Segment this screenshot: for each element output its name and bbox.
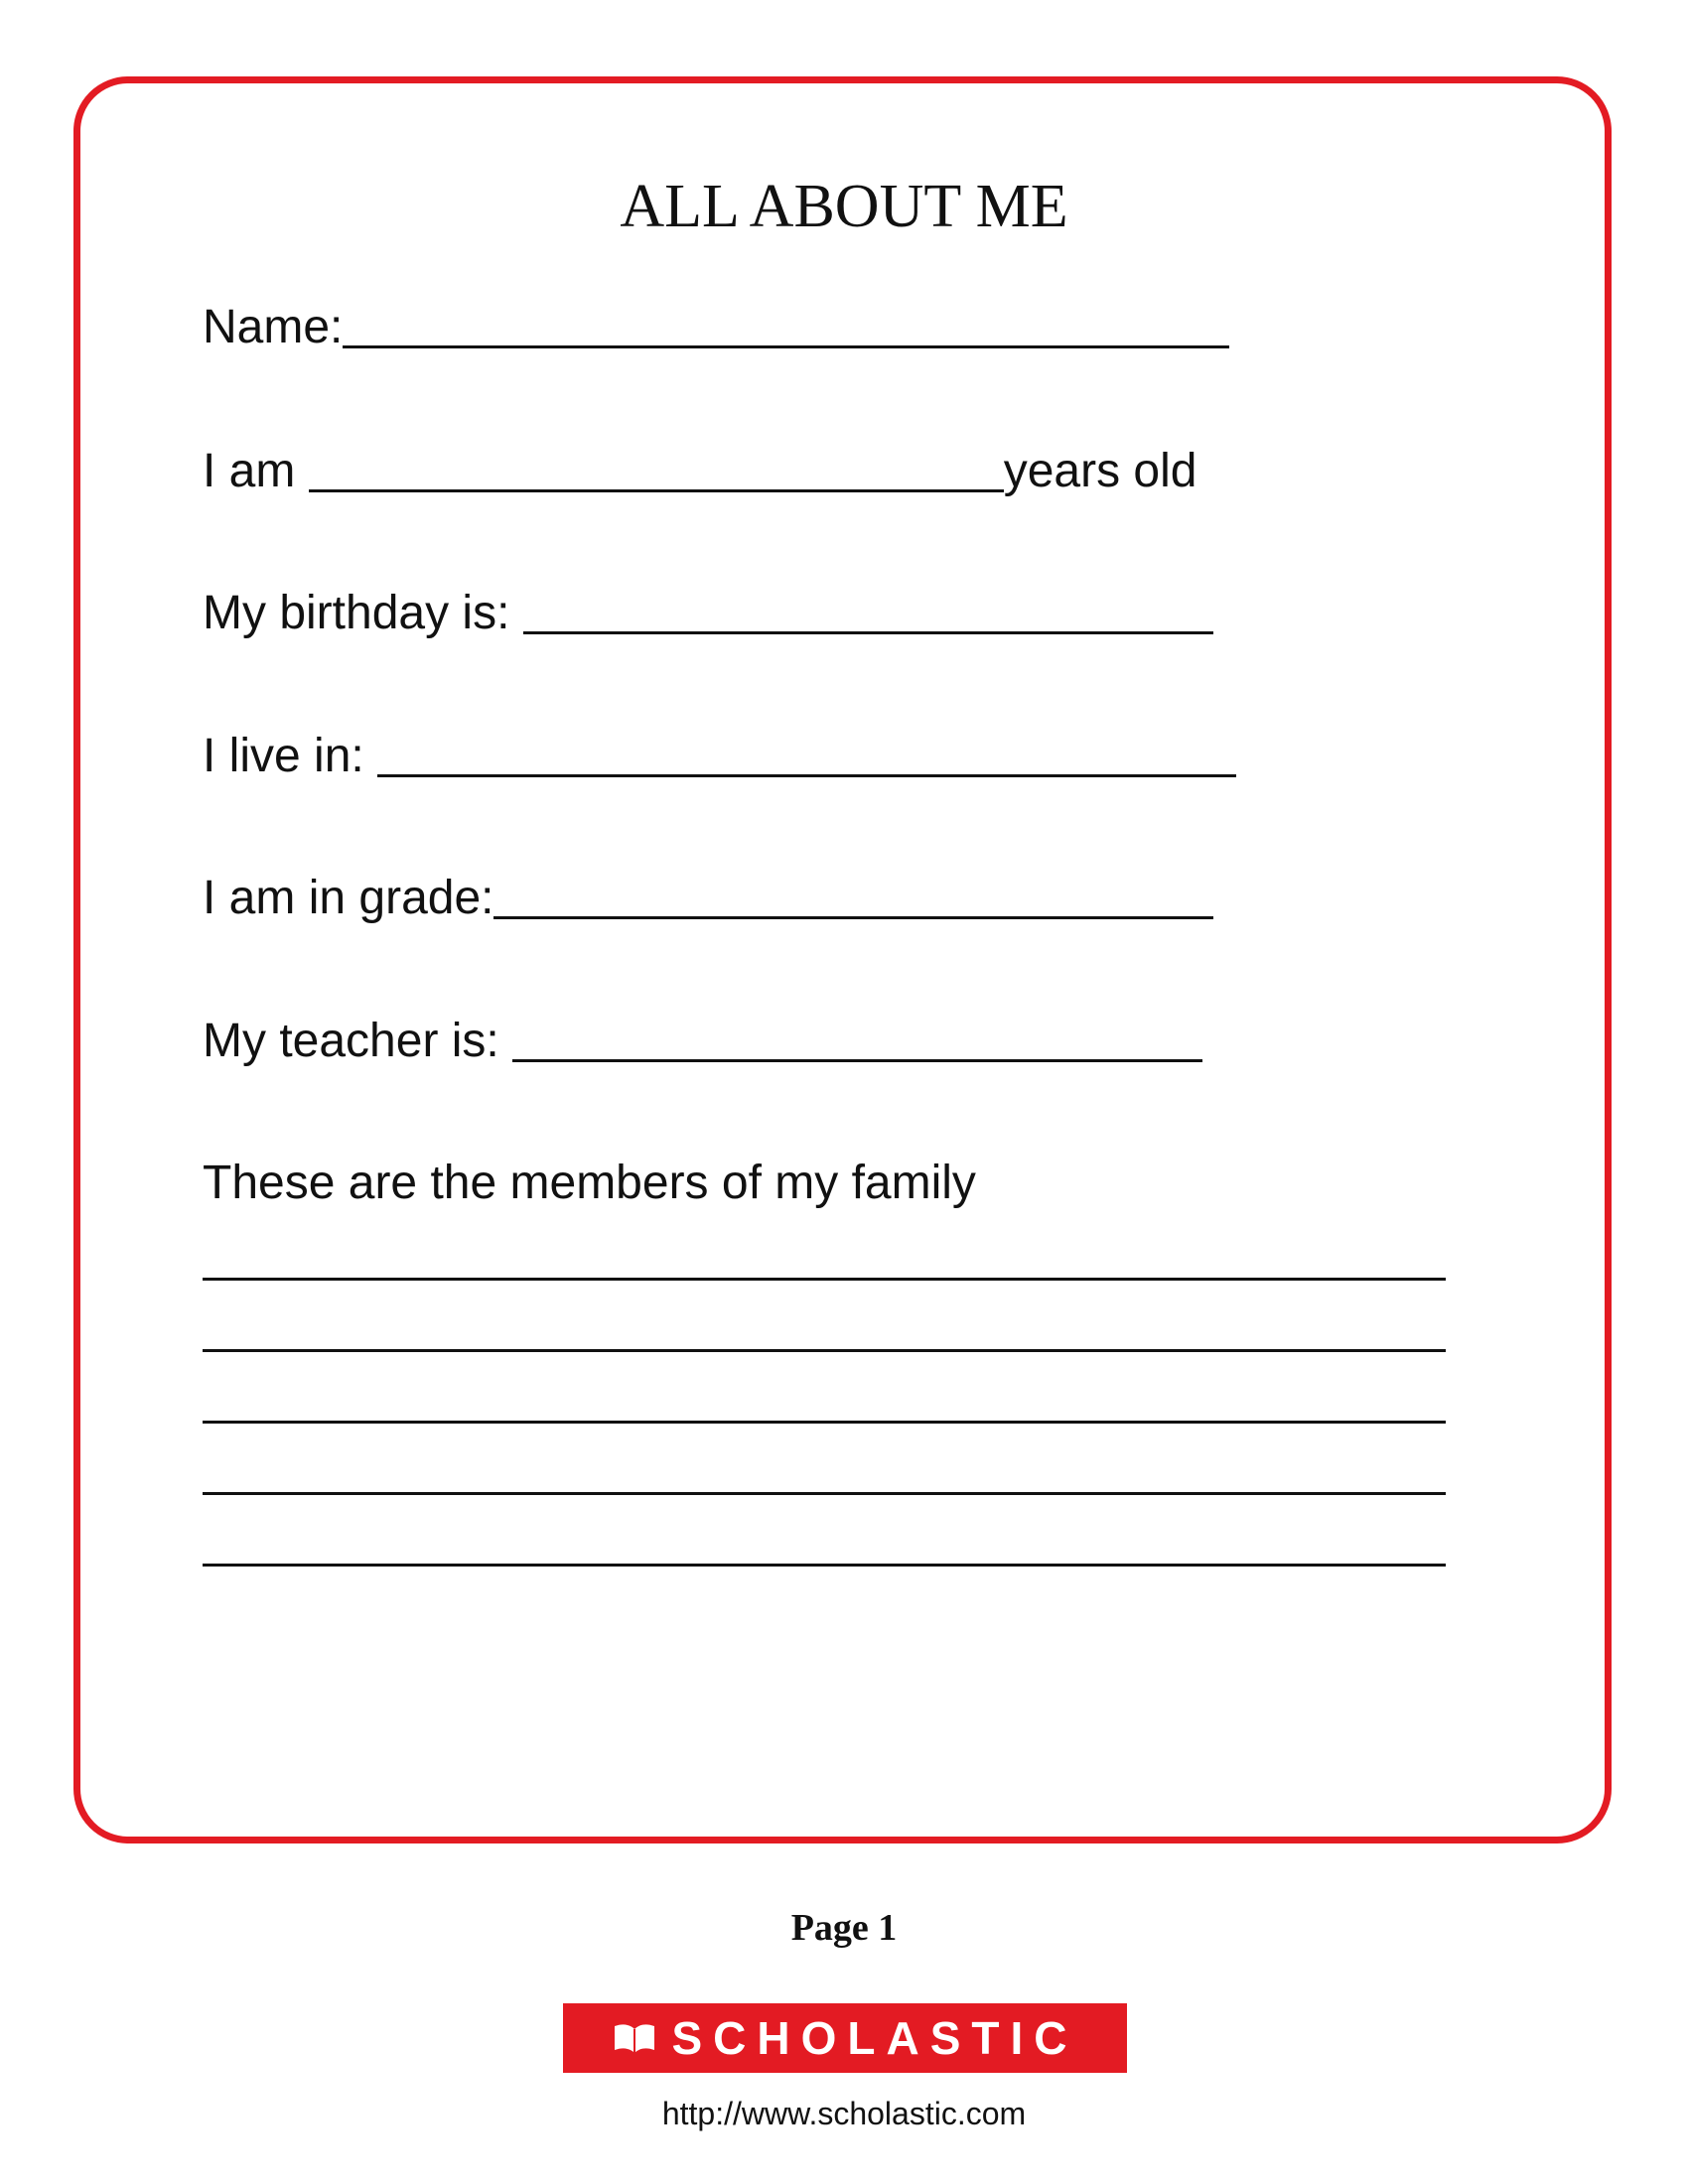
family-blank-line[interactable] [203, 1349, 1446, 1352]
worksheet-title: ALL ABOUT ME [620, 173, 1068, 240]
footer-url[interactable]: http://www.scholastic.com [661, 2096, 1027, 2131]
scholastic-logo [563, 2003, 1127, 2073]
page-number: Page 1 [790, 1907, 898, 1949]
teacher-blank[interactable] [512, 1016, 1202, 1062]
open-book-icon [613, 2020, 656, 2056]
grade-line [203, 871, 1213, 926]
age-blank[interactable] [309, 446, 1004, 492]
name-line [203, 300, 1229, 355]
live-in-line [203, 729, 1236, 784]
family-blank-line[interactable] [203, 1564, 1446, 1567]
family-blank-line[interactable] [203, 1278, 1446, 1281]
name-label: Name: [203, 301, 344, 353]
name-blank[interactable] [343, 302, 1229, 348]
age-line [203, 444, 1196, 499]
logo-text: SCHOLASTIC [671, 2012, 1078, 2064]
teacher-line [203, 1014, 1202, 1069]
birthday-line [203, 586, 1213, 641]
birthday-blank[interactable] [523, 588, 1213, 634]
age-suffix-label: years old [1003, 445, 1197, 497]
birthday-label: My birthday is: [203, 587, 523, 639]
grade-label: I am in grade: [203, 872, 494, 924]
family-blank-line[interactable] [203, 1492, 1446, 1495]
family-blank-line[interactable] [203, 1421, 1446, 1424]
live-in-blank[interactable] [377, 731, 1236, 777]
live-in-label: I live in: [203, 730, 378, 782]
age-prefix-label: I am [203, 445, 309, 497]
teacher-label: My teacher is: [203, 1015, 513, 1067]
family-label: These are the members of my family [203, 1157, 976, 1209]
grade-blank[interactable] [493, 873, 1213, 919]
